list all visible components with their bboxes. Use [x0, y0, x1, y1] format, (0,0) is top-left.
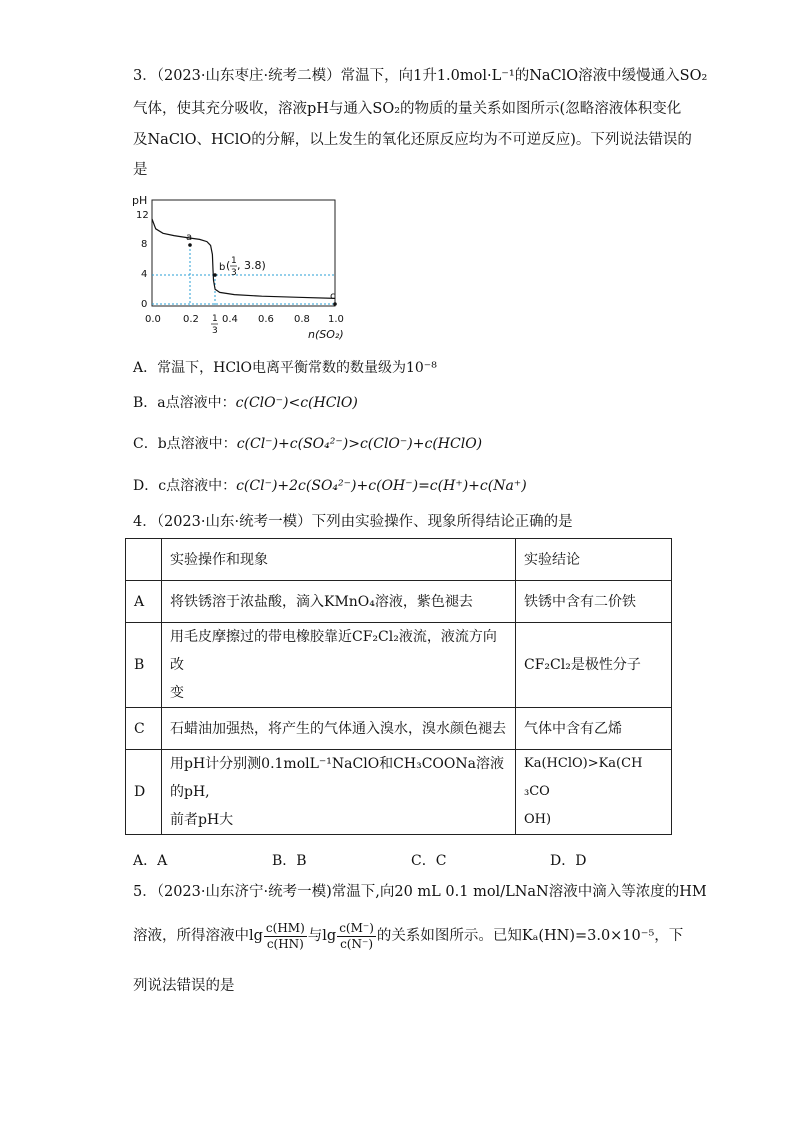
y-tick-0: 0	[141, 299, 148, 310]
x-axis-label: n(SO₂)	[308, 328, 344, 340]
x-tick-0.8: 0.8	[294, 314, 310, 325]
q5-line-2	[133, 918, 683, 954]
q3-option-c[interactable]	[133, 434, 482, 454]
q5-line-3: 列说法错误的是	[133, 978, 235, 994]
q3-option-c-prefix: C．b点溶液中：	[133, 436, 237, 452]
q5-line2-a: 溶液，所得溶液中lg	[133, 928, 263, 944]
table-row	[126, 708, 672, 750]
q4-answer-d[interactable]: D．D	[550, 853, 587, 869]
row-operation: 石蜡油加强热，将产生的气体通入溴水，溴水颜色褪去	[162, 708, 516, 750]
table-row	[126, 623, 672, 708]
row-operation-line1: 用pH计分别测0.1molL⁻¹NaClO和CH₃COONa溶液的pH,	[170, 756, 504, 800]
b-coord-den: 3	[231, 268, 237, 278]
q3-option-d[interactable]	[133, 476, 527, 496]
x-tick-third-den: 3	[212, 326, 218, 336]
row-conclusion: 气体中含有乙烯	[516, 708, 672, 750]
row-label: D	[126, 750, 162, 835]
ph-chart	[128, 190, 353, 340]
q3-line-2: 气体，使其充分吸收，溶液pH与通入SO₂的物质的量关系如图所示(忽略溶液体积变化	[133, 101, 682, 117]
row-label: B	[126, 623, 162, 708]
point-c-label: c	[330, 291, 336, 302]
fraction-hm-hn	[264, 921, 307, 952]
header-operation: 实验操作和现象	[162, 539, 516, 581]
q3-option-b-prefix: B．a点溶液中：	[133, 395, 236, 411]
header-conclusion: 实验结论	[516, 539, 672, 581]
q3-line-1: 3．（2023·山东枣庄·统考二模）常温下，向1升1.0mol·L⁻¹的NaClO溶液中缓慢通入SO₂	[133, 68, 708, 84]
q4-table	[125, 538, 672, 835]
y-tick-12: 12	[136, 210, 149, 221]
table-header-row	[126, 539, 672, 581]
q4-title: 4．（2023·山东·统考一模）下列由实验操作、现象所得结论正确的是	[133, 514, 573, 530]
q5-line-1: 5．（2023·山东济宁·统考一模)常温下,向20 mL 0.1 mol/LNaN溶液中滴入等浓度的HM	[133, 884, 707, 900]
x-tick-third-num: 1	[212, 314, 218, 324]
row-operation: 将铁锈溶于浓盐酸，滴入KMnO₄溶液，紫色褪去	[162, 581, 516, 623]
y-tick-8: 8	[141, 239, 148, 250]
b-coord-open: (	[226, 259, 231, 272]
x-tick-1.0: 1.0	[328, 314, 344, 325]
point-a	[188, 243, 192, 247]
q3-option-a[interactable]: A．常温下，HClO电离平衡常数的数量级为10⁻⁸	[133, 360, 437, 376]
table-row	[126, 581, 672, 623]
point-c	[333, 302, 337, 306]
frac2-num: c(M⁻)	[339, 920, 374, 935]
b-coord-rest: , 3.8)	[237, 259, 266, 272]
row-conclusion-line1: Ka(HClO)>Ka(CH ₃CO	[524, 756, 643, 799]
q4-answer-c[interactable]: C．C	[411, 853, 447, 869]
row-operation-line1: 用毛皮摩擦过的带电橡胶靠近CF₂Cl₂液流，液流方向改	[170, 629, 497, 673]
row-operation	[162, 750, 516, 835]
q4-answer-b[interactable]: B．B	[272, 853, 307, 869]
x-tick-0.4: 0.4	[222, 314, 238, 325]
fraction-m-n	[337, 921, 376, 952]
row-label: C	[126, 708, 162, 750]
q3-option-d-prefix: D．c点溶液中：	[133, 478, 237, 494]
row-operation	[162, 623, 516, 708]
q5-line2-b: 与lg	[307, 928, 337, 944]
x-tick-0.6: 0.6	[258, 314, 274, 325]
header-blank	[126, 539, 162, 581]
x-tick-0.2: 0.2	[183, 314, 199, 325]
q4-answer-a[interactable]: A．A	[133, 853, 168, 869]
frac2-den: c(N⁻)	[340, 936, 373, 951]
q3-option-b[interactable]	[133, 393, 358, 413]
frac1-num: c(HM)	[265, 920, 305, 935]
row-conclusion: 铁锈中含有二价铁	[516, 581, 672, 623]
row-conclusion: CF₂Cl₂是极性分子	[516, 623, 672, 708]
b-coord-num: 1	[231, 256, 237, 266]
row-operation-line2: 前者pH大	[170, 812, 234, 828]
row-label: A	[126, 581, 162, 623]
y-axis-label: pH	[132, 194, 148, 207]
row-conclusion-line2: OH)	[524, 812, 552, 827]
q3-option-c-expr: c(Cl⁻)+c(SO₄²⁻)>c(ClO⁻)+c(HClO)	[236, 436, 483, 452]
q3-line-3: 及NaClO、HClO的分解，以上发生的氧化还原反应均为不可逆反应)。下列说法错误的	[133, 132, 692, 148]
q5-line2-c: 的关系如图所示。已知Kₐ(HN)=3.0×10⁻⁵，下	[376, 928, 684, 944]
point-b	[213, 273, 217, 277]
table-row	[126, 750, 672, 835]
q3-line-4: 是	[133, 162, 148, 178]
plot-frame	[152, 200, 335, 306]
q3-option-d-expr: c(Cl⁻)+2c(SO₄²⁻)+c(OH⁻)=c(H⁺)+c(Na⁺)	[236, 478, 527, 494]
x-tick-0.0: 0.0	[145, 314, 161, 325]
y-tick-4: 4	[141, 269, 148, 280]
frac1-den: c(HN)	[266, 936, 304, 951]
row-conclusion	[516, 750, 672, 835]
point-b-label: b	[219, 262, 226, 273]
q3-option-b-expr: c(ClO⁻)<c(HClO)	[235, 395, 358, 411]
point-a-label: a	[186, 232, 193, 243]
row-operation-line2: 变	[170, 685, 184, 701]
